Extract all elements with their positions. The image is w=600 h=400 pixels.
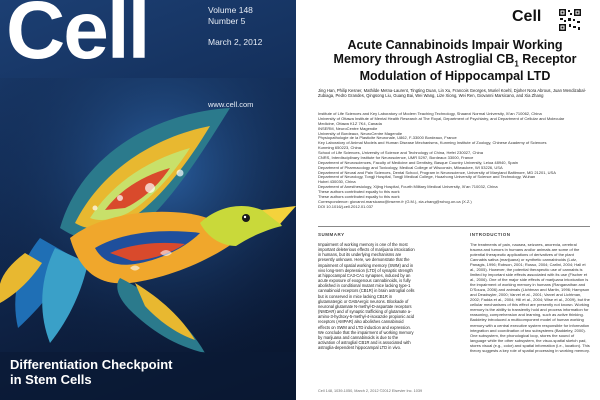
- affiliation: Institute of Life Sciences and Key Laboratory of Modern Teaching Technology, Shaanxi Normal University, Xi'an 710062, China: [318, 112, 542, 116]
- article-title-line2: Memory through Astroglial $CB_1$ Receptor: [333, 52, 577, 69]
- section-divider: [318, 226, 590, 227]
- affiliation: School of Life Sciences, University of Science and Technology of China, Hefei 230027, China: [318, 151, 483, 155]
- affiliation: These authors contributed equally to this work: [318, 190, 400, 194]
- affiliation: Department of Neurology, Tongji Hospital, Tongji Medical College, Huazhong University of Science and Technology, Wuhan: [318, 175, 536, 180]
- cover-headline: [10, 358, 173, 388]
- cover-number: Number 5: [208, 15, 246, 26]
- affiliation: University of Bordeaux, NeuroCentre Magendie: [318, 131, 403, 136]
- article-title: [320, 38, 590, 83]
- cover-headline-line1: Differentiation Checkpoint: [10, 357, 173, 372]
- article-title-line3: Modulation of Hippocampal LTD: [359, 69, 551, 84]
- cover-volume: Volume 148: [208, 5, 253, 15]
- cover-headline-line2: in Stem Cells: [10, 371, 92, 387]
- cover-url: www.cell.com: [208, 100, 254, 109]
- affiliation: CNRS, Interdisciplinary Institute for Neuroscience, UMR 5297, Bordeaux 33000, France: [318, 155, 474, 160]
- affiliation: Kunming 650223, China: [318, 146, 361, 151]
- summary-text: Impairment of working memory is one of the most important deleterious effects of marijuana intoxication in humans, but its underlying mechanisms are presently unknown. Here, we demonstrate that the impairment of spatial working memory (SWM) and in vivo long-term depression (LTD) of synaptic strength at hippocampal CA3-CA1 synapses, induced by an acute exposure of exogenous cannabinoids, is fully abolished in conditional mutant mice lacking type-1 cannabinoid receptors (CB1R) in brain astroglial cells but is conserved in mice lacking CB1R in glutamatergic or GABAergic neurons. Blockade of neuronal glutamate N-methyl-D-aspartate receptors (NMDAR) and of synaptic trafficking of glutamate a-amino-3-hydroxy-5-methyl-4-isoxazole propionic acid receptors (AMPAR) also abolishes cannabinoid effects on SWM and LTD induction and expression. We conclude that the impairment of working memory by marijuana and cannabinoids is due to the activation of astroglial CB1R and is associated with astroglia-dependent hippocampal LTD in vivo.: [318, 242, 415, 351]
- affiliation: Department of Neural and Pain Sciences, Dental School, Program in Neuroscience, University of Maryland Baltimore, MD 21201, USA: [318, 170, 556, 175]
- affiliation-list: [318, 112, 590, 210]
- affiliation: University of Ottawa Institute of Mental Health Research at The Royal, Department of Psychiatry, and Department of Cellular and Molecular: [318, 116, 565, 121]
- affiliation: Key Laboratory of Animal Models and Human Disease Mechanisms, Kunming Institute of Zoology, Chinese Academy of Sciences: [318, 141, 547, 146]
- affiliation: Hubei 430030, China: [318, 180, 356, 185]
- qr-code-icon: [558, 8, 582, 32]
- bird-illustration: [0, 78, 296, 378]
- affiliation: INSERM, NeuroCentre Magendie: [318, 126, 378, 131]
- affiliation: These authors contributed equally to this work: [318, 194, 400, 199]
- affiliation: Department of Neurosciences, Faculty of Medicine and Dentistry, Basque Country University, Leioa 48940, Spain: [318, 160, 518, 165]
- affiliation: Medicine, Ottawa K1Z 7K4, Canada: [318, 121, 382, 126]
- doi[interactable]: DOI 10.1016/j.cell.2012.01.037: [318, 204, 374, 209]
- affiliation: Department of Pharmacology and Toxicology, Medical College of Wisconsin, Milwaukee, WI 53226, USA: [318, 165, 503, 170]
- journal-cover: [0, 0, 296, 400]
- page-footer: Cell 148, 1039-1050, March 2, 2012 ©2012 Elsevier Inc. 1039: [318, 389, 423, 393]
- article-journal-logo: Cell: [512, 8, 542, 25]
- introduction-text: The treatments of pain, nausea, seizures, anorexia, cerebral trauma and tumors in humans and/or animals are some of the potential therapeutic applications of derivatives of the plant Cannabis sativa (marijuana) or synthetic cannabinoids (Lutz, Panagis, 1996; Robson, 2001; Russo, 2004; Carlini, 2004; Hall et al., 2005). However, the potential therapeutic use of cannabis is limited by important side effects associated with its use (Fischer et al., 2006). One of the major side effects of marijuana intoxication is the impairment of working memory in humans (Ranganathan and D'Souza, 2006) and animals (Lichtman and Martin, 1996; Hampson and Deadwyler, 2000; Varvel et al., 2001; Varvel and Lichtman, 2002; Fadda et al., 2004; Hill et al., 2004; Wise et al., 2009), but the cellular mechanisms of this effect are presently not known. Working memory is the ability to transiently hold and process information for reasoning, comprehension and learning, such as active thinking. Baddeley introduced a multicomponent model of human working memory with a central executive system responsible for information integration and coordination of two subsystems (Baddeley, 2000). One subsystem, the phonological loop, stores the sound of language while the other subsystem, the visuo-spatial sketch pad, stores visual (e.g., color) and spatial information (i.e., location). This theory suggests a key role of spatial processing in working memory.: [470, 242, 590, 353]
- summary-heading: SUMMARY: [318, 232, 345, 237]
- introduction-heading: INTRODUCTION: [470, 232, 511, 237]
- article-title-line1: Acute Cannabinoids Impair Working: [347, 38, 563, 52]
- cover-date: March 2, 2012: [208, 37, 263, 47]
- affiliation: Department of Anesthesiology, Xijing Hospital, Fourth Military Medical University, Xi'an 710032, China: [318, 185, 498, 190]
- affiliation: Correspondence: giovanni.marsicano@inserm.fr (G.M.), xia.zhang@rohcg.on.ca (X.Z.): [318, 199, 472, 204]
- affiliation: Physiopathologie de la Plasticite Neuronale, U862, F-33000 Bordeaux, France: [318, 136, 457, 141]
- cover-journal-logo: Cell: [6, 0, 149, 76]
- cover-issue-info: [208, 5, 253, 26]
- author-list: Jing Han, Philip Kesner, Mathilde Metna-Laurent, Tingting Duan, Lin Xu, Francois Georges, Muriel Koehl, Djoher Nora Abrous, Juan Mendizabal-Zubiaga, Pedro Grandes, Qingsong Liu, Guang Bai, Wei Wang, Lize Xiong, Wei Ren, Giovanni Marsicano, and Xia Zhang: [318, 88, 586, 99]
